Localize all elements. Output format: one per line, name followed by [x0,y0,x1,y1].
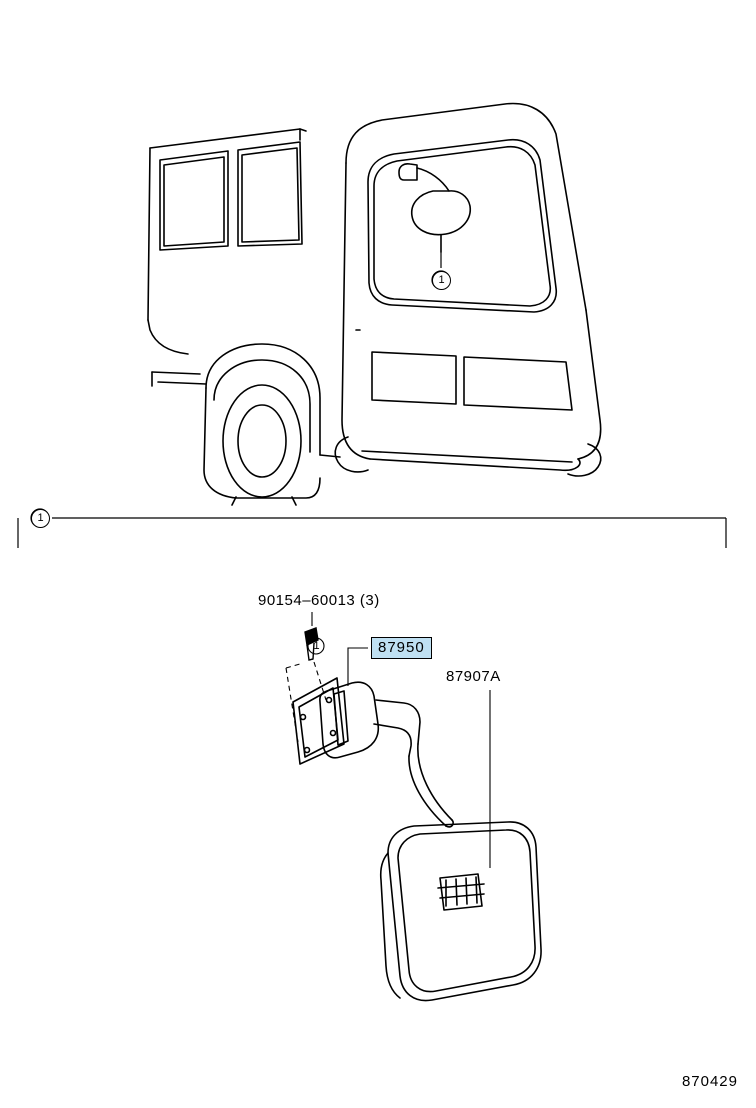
part-number-bolt: 90154–60013 (3) [258,592,380,609]
top-view-callout-1: 1 [432,271,451,290]
diagram-code: 870429 [681,1073,738,1090]
mirror-detail-illustration [293,678,541,1001]
divider-callout-1: 1 [31,509,50,528]
vehicle-rear-illustration [148,104,601,505]
section-divider [18,509,726,548]
part-number-mirror-assembly: 87950 [371,637,432,659]
bolt-callout-1: 1 [313,640,320,652]
part-number-mirror-cover: 87907A [446,668,501,685]
